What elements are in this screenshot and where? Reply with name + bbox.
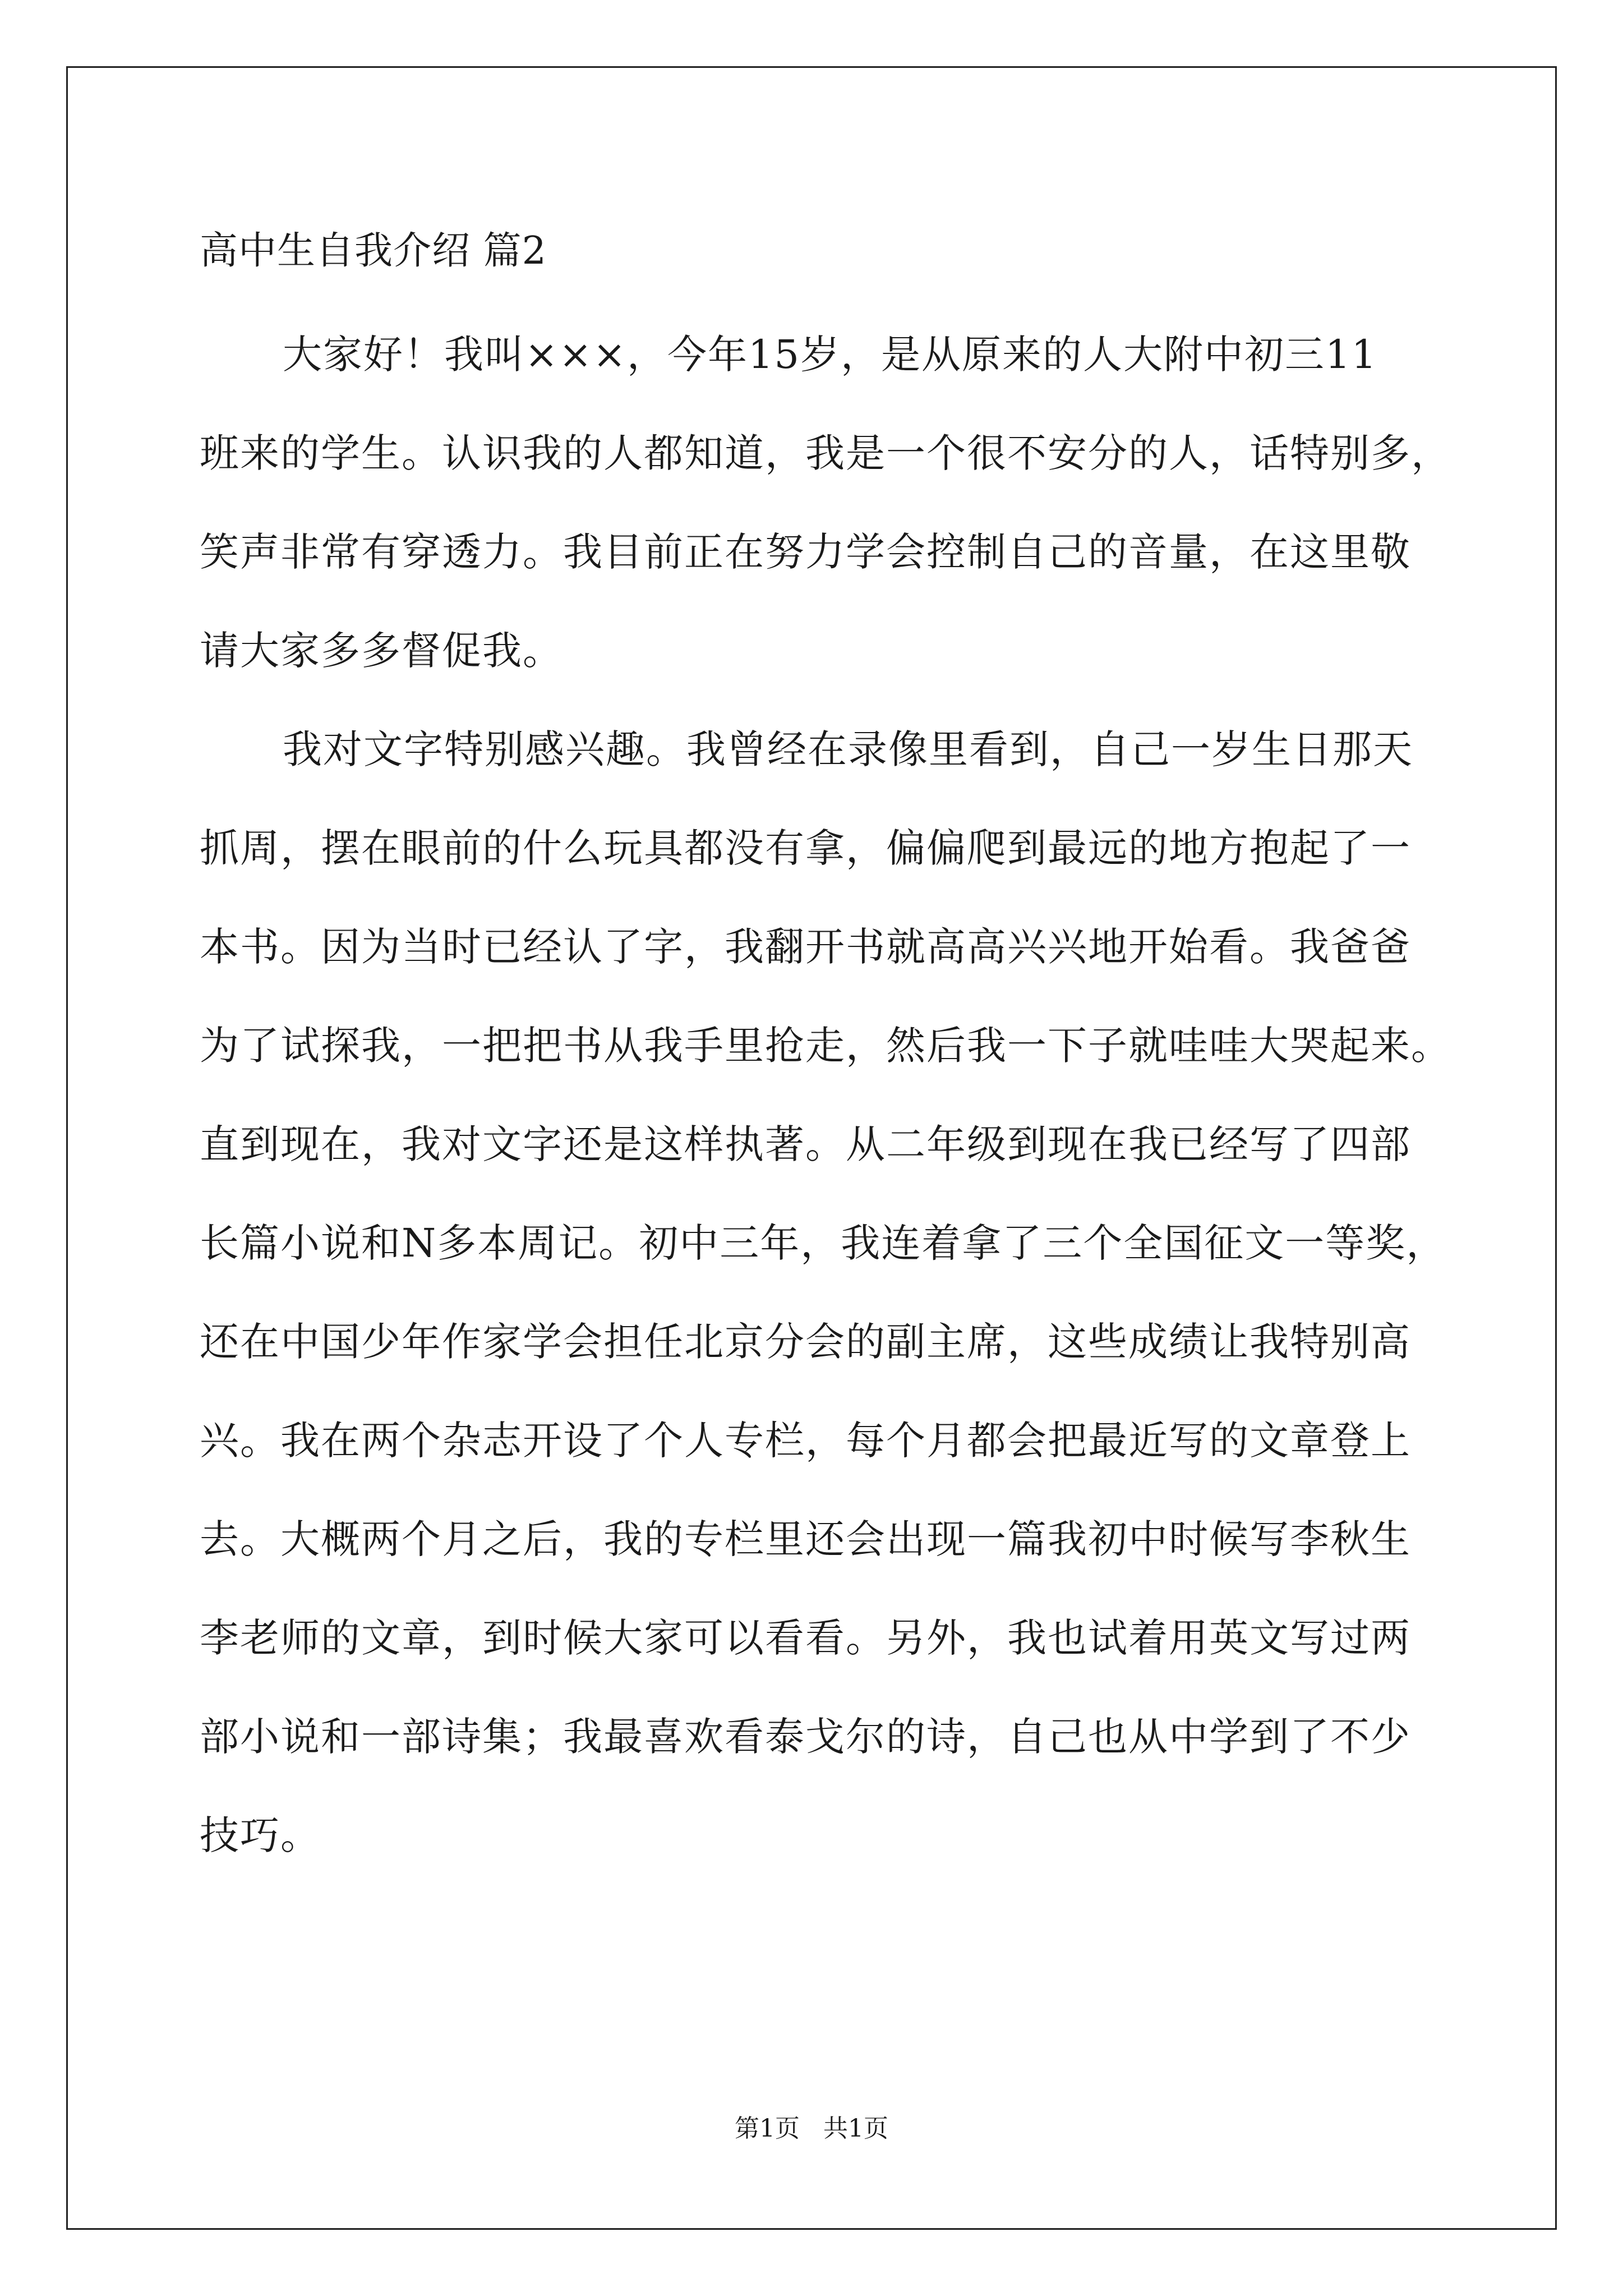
paragraph-line: 李老师的文章，到时候大家可以看看。另外，我也试着用英文写过两 (200, 1615, 1411, 1661)
paragraph-line: 抓周，摆在眼前的什么玩具都没有拿，偏偏爬到最远的地方抱起了一 (200, 825, 1411, 871)
paragraph-line: 去。大概两个月之后，我的专栏里还会出现一篇我初中时候写李秋生 (200, 1516, 1411, 1562)
paragraph-line: 还在中国少年作家学会担任北京分会的副主席，这些成绩让我特别高 (200, 1319, 1411, 1365)
paragraph-line: 大家好！我叫×××，今年15岁，是从原来的人大附中初三11 (283, 332, 1378, 378)
paragraph-line: 班来的学生。认识我的人都知道，我是一个很不安分的人，话特别多， (200, 430, 1451, 476)
paragraph-line: 部小说和一部诗集；我最喜欢看泰戈尔的诗，自己也从中学到了不少 (200, 1714, 1411, 1760)
document-body (200, 213, 1451, 1885)
paragraph-line: 我对文字特别感兴趣。我曾经在录像里看到，自己一岁生日那天 (283, 726, 1413, 772)
paragraph-line: 为了试探我，一把把书从我手里抢走，然后我一下子就哇哇大哭起来。 (200, 1023, 1451, 1069)
paragraph-2 (200, 700, 1451, 1885)
paragraph-line: 兴。我在两个杂志开设了个人专栏，每个月都会把最近写的文章登上 (200, 1418, 1411, 1464)
paragraph-line: 笑声非常有穿透力。我目前正在努力学会控制自己的音量，在这里敬 (200, 529, 1411, 575)
document-title: 高中生自我介绍 篇2 (200, 229, 547, 273)
paragraph-line: 请大家多多督促我。 (200, 628, 563, 674)
paragraph-1 (200, 305, 1451, 700)
paragraph-line: 直到现在，我对文字还是这样执著。从二年级到现在我已经写了四部 (200, 1121, 1411, 1167)
paragraph-line: 长篇小说和N多本周记。初中三年，我连着拿了三个全国征文一等奖， (200, 1220, 1447, 1266)
paragraph-line: 本书。因为当时已经认了字，我翻开书就高高兴兴地开始看。我爸爸 (200, 924, 1411, 970)
paragraph-line: 技巧。 (200, 1812, 321, 1858)
page-number-footer: 第1页 共1页 (735, 2114, 888, 2143)
